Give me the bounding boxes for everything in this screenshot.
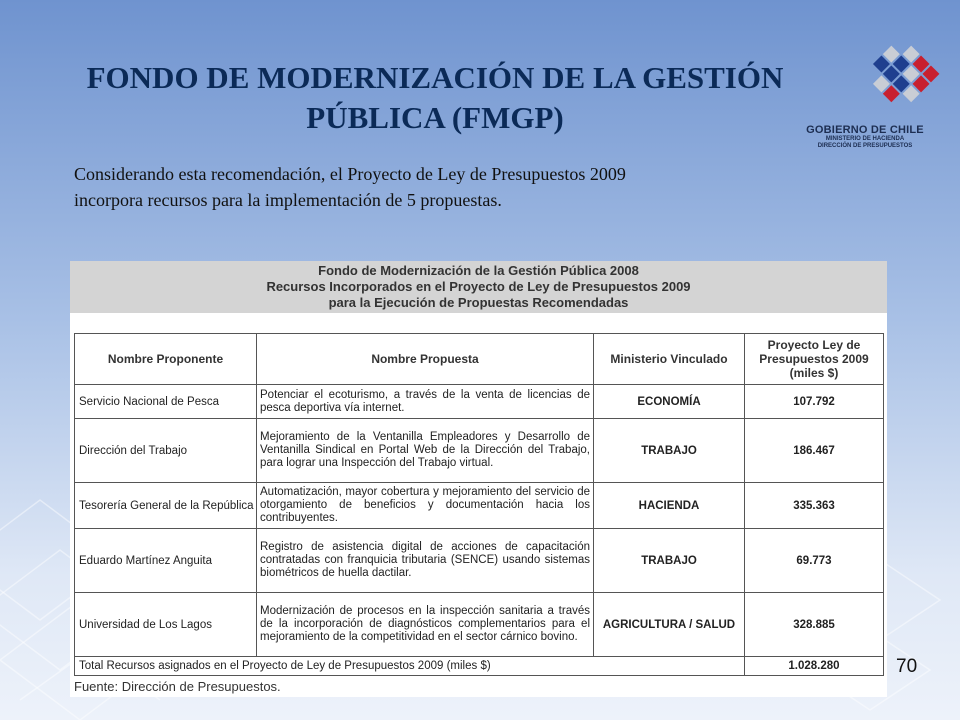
logo-line1: GOBIERNO DE CHILE bbox=[806, 124, 924, 136]
total-label: Total Recursos asignados en el Proyecto de Ley de Presupuestos 2009 (miles $) bbox=[75, 657, 745, 676]
budget-table-image bbox=[70, 261, 887, 697]
row-ministry: HACIENDA bbox=[594, 483, 745, 529]
header-proposal: Nombre Propuesta bbox=[257, 334, 594, 385]
row-budget: 107.792 bbox=[745, 385, 884, 419]
intro-paragraph bbox=[74, 161, 834, 213]
table-header-row bbox=[75, 334, 884, 385]
table-row bbox=[75, 529, 884, 593]
slide-title bbox=[40, 58, 830, 138]
row-budget: 328.885 bbox=[745, 593, 884, 657]
row-budget: 186.467 bbox=[745, 419, 884, 483]
row-budget: 335.363 bbox=[745, 483, 884, 529]
table-row bbox=[75, 419, 884, 483]
logo-mark-icon bbox=[863, 40, 939, 112]
intro-line2: incorpora recursos para la implementación de 5 propuestas. bbox=[74, 190, 502, 210]
table-title-line3: para la Ejecución de Propuestas Recomendadas bbox=[328, 295, 629, 310]
page-number: 70 bbox=[896, 656, 918, 677]
table-row bbox=[75, 593, 884, 657]
total-value: 1.028.280 bbox=[745, 657, 884, 676]
intro-line1: Considerando esta recomendación, el Proyecto de Ley de Presupuestos 2009 bbox=[74, 164, 626, 184]
row-proposal: Potenciar el ecoturismo, a través de la venta de licencias de pesca deportiva vía internet. bbox=[257, 385, 594, 419]
row-proposal: Automatización, mayor cobertura y mejoramiento del servicio de otorgamiento de beneficios y documentación hacia los contribuyentes. bbox=[257, 483, 594, 529]
header-budget: Proyecto Ley de Presupuestos 2009 (miles $) bbox=[745, 334, 884, 385]
table-row bbox=[75, 483, 884, 529]
row-ministry: ECONOMÍA bbox=[594, 385, 745, 419]
row-budget: 69.773 bbox=[745, 529, 884, 593]
row-proponent: Eduardo Martínez Anguita bbox=[75, 529, 257, 593]
table-total-row bbox=[75, 657, 884, 676]
table-source: Fuente: Dirección de Presupuestos. bbox=[74, 679, 281, 694]
header-proponent: Nombre Proponente bbox=[75, 334, 257, 385]
row-proposal: Registro de asistencia digital de acciones de capacitación contratadas con franquicia tributaria (SENCE) usando sistemas biométricos de huella dactilar. bbox=[257, 529, 594, 593]
table-title-line2: Recursos Incorporados en el Proyecto de Ley de Presupuestos 2009 bbox=[266, 279, 691, 294]
row-proponent: Servicio Nacional de Pesca bbox=[75, 385, 257, 419]
proposals-table bbox=[74, 333, 884, 676]
row-proposal: Mejoramiento de la Ventanilla Empleadores y Desarrollo de Ventanilla Sindical en Portal Web de la Dirección del Trabajo, para lograr una Inspección del Trabajo virtual. bbox=[257, 419, 594, 483]
row-ministry: AGRICULTURA / SALUD bbox=[594, 593, 745, 657]
row-proponent: Dirección del Trabajo bbox=[75, 419, 257, 483]
table-row bbox=[75, 385, 884, 419]
row-proponent: Tesorería General de la República bbox=[75, 483, 257, 529]
row-proponent: Universidad de Los Lagos bbox=[75, 593, 257, 657]
row-ministry: TRABAJO bbox=[594, 529, 745, 593]
row-proposal: Modernización de procesos en la inspección sanitaria a través de la incorporación de diagnósticos complementarios para el mejoramiento de la competitividad en el sector cárnico bovino. bbox=[257, 593, 594, 657]
slide-title-line1: FONDO DE MODERNIZACIÓN DE LA GESTIÓN bbox=[86, 60, 784, 95]
slide-title-line2: PÚBLICA (FMGP) bbox=[306, 100, 564, 135]
header-ministry: Ministerio Vinculado bbox=[594, 334, 745, 385]
table-title-line1: Fondo de Modernización de la Gestión Pública 2008 bbox=[318, 263, 639, 278]
logo-line2: MINISTERIO DE HACIENDA bbox=[825, 136, 905, 142]
logo-text bbox=[800, 124, 930, 150]
logo-line3: DIRECCIÓN DE PRESUPUESTOS bbox=[817, 143, 913, 149]
row-ministry: TRABAJO bbox=[594, 419, 745, 483]
table-title bbox=[70, 261, 887, 313]
